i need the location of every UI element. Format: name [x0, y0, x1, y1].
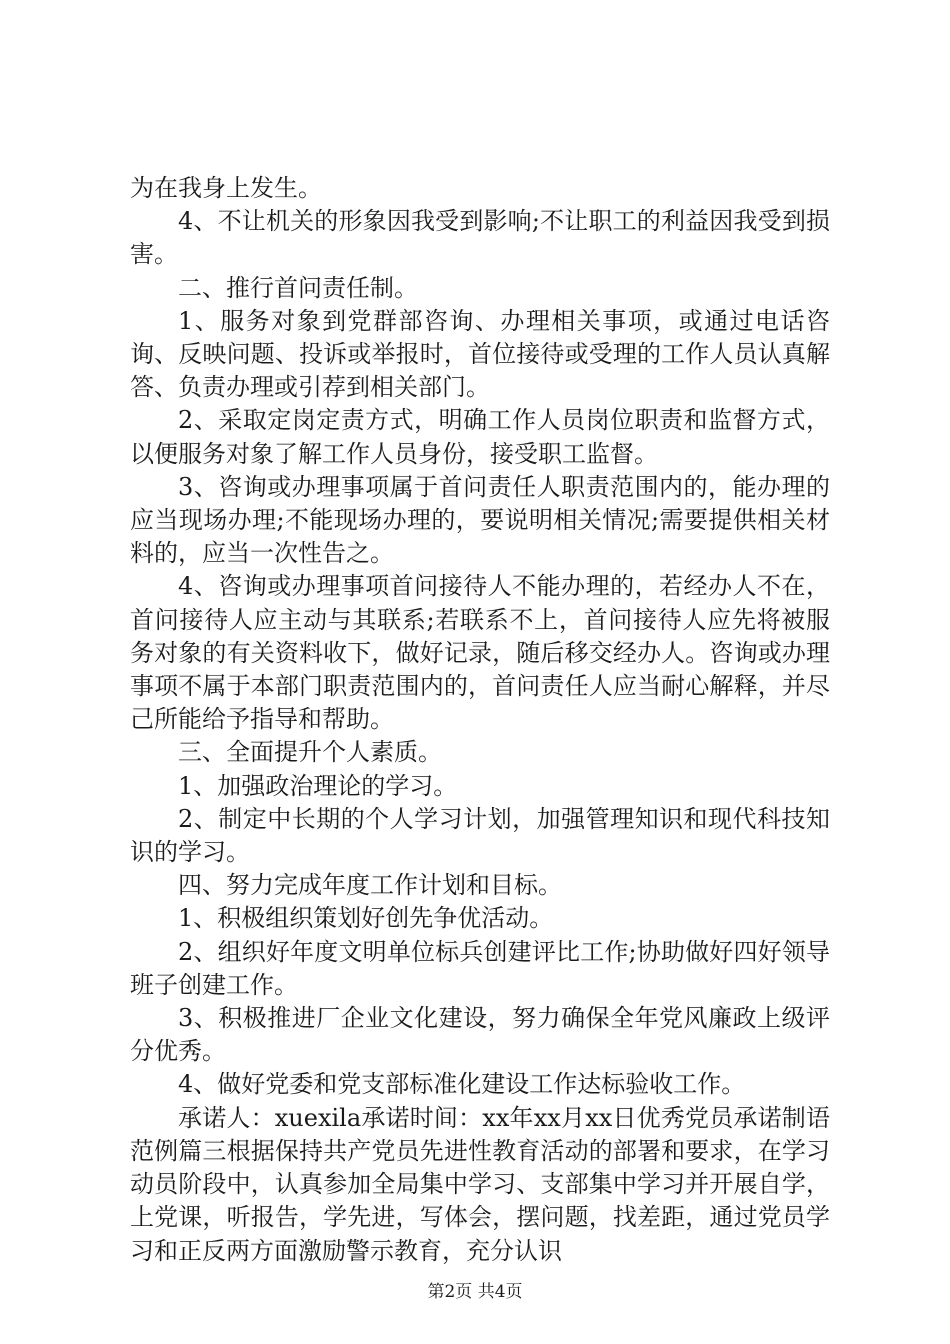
paragraph: 2、制定中长期的个人学习计划，加强管理知识和现代科技知识的学习。 — [130, 804, 830, 867]
document-body — [130, 172, 830, 1268]
paragraph: 3、咨询或办理事项属于首问责任人职责范围内的，能办理的应当现场办理;不能现场办理的，要说明相关情况;需要提供相关材料的，应当一次性告之。 — [130, 472, 830, 568]
paragraph: 为在我身上发生。 — [130, 174, 322, 202]
paragraph: 2、采取定岗定责方式，明确工作人员岗位职责和监督方式，以便服务对象了解工作人员身份，接受职工监督。 — [130, 406, 830, 468]
paragraph: 4、做好党委和党支部标准化建设工作达标验收工作。 — [178, 1070, 746, 1099]
paragraph: 4、不让机关的形象因我受到影响;不让职工的利益因我受到损害。 — [130, 207, 830, 269]
paragraph: 承诺人：xuexila承诺时间：xx年xx月xx日优秀党员承诺制语范例篇三根据保持共产党员先进性教育活动的部署和要求，在学习动员阶段中，认真参加全局集中学习、支部集中学习并开展自学，上党课，听报告，学先进，写体会，摆问题，找差距，通过党员学习和正反两方面激励警示教育，充分认识 — [130, 1103, 830, 1265]
section-heading: 二、推行首问责任制。 — [178, 273, 418, 302]
section-heading: 三、全面提升个人素质。 — [178, 738, 442, 767]
section-heading: 四、努力完成年度工作计划和目标。 — [178, 871, 562, 900]
page-number-footer: 第2页 共4页 — [427, 1282, 523, 1302]
paragraph: 4、咨询或办理事项首问接待人不能办理的，若经办人不在，首问接待人应主动与其联系;若联系不上，首问接待人应先将被服务对象的有关资料收下，做好记录，随后移交经办人。咨询或办理事项不属于本部门职责范围内的，首问责任人应当耐心解释，并尽己所能给予指导和帮助。 — [130, 572, 830, 734]
paragraph: 1、积极组织策划好创先争优活动。 — [178, 904, 554, 933]
paragraph: 2、组织好年度文明单位标兵创建评比工作;协助做好四好领导班子创建工作。 — [130, 937, 830, 999]
paragraph: 1、服务对象到党群部咨询、办理相关事项，或通过电话咨询、反映问题、投诉或举报时，首位接待或受理的工作人员认真解答、负责办理或引荐到相关部门。 — [130, 306, 830, 402]
paragraph: 1、加强政治理论的学习。 — [178, 771, 458, 800]
paragraph: 3、积极推进厂企业文化建设，努力确保全年党风廉政上级评分优秀。 — [130, 1004, 830, 1066]
